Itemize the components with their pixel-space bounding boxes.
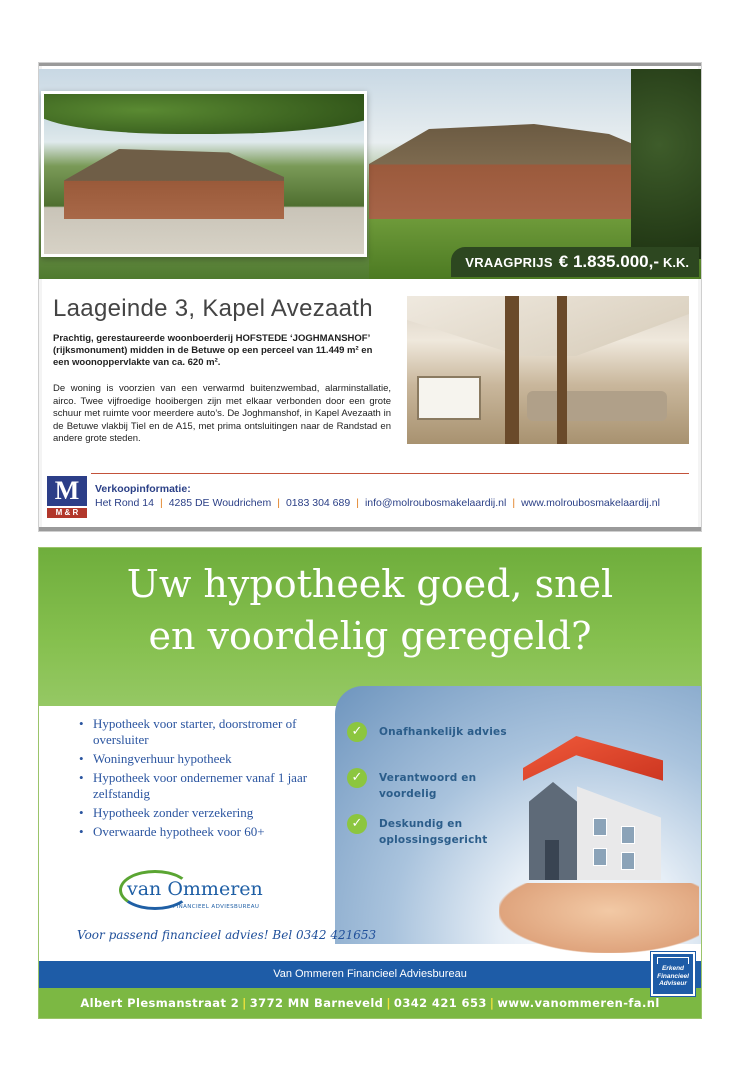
- benefit-text: Verantwoord en voordelig: [379, 772, 477, 800]
- headline-banner: [39, 548, 701, 706]
- farmhouse-side-view: [64, 149, 284, 219]
- footer-phone[interactable]: 0342 421 653: [393, 996, 487, 1010]
- house-wall-right: [577, 776, 661, 880]
- badge-line: Adviseur: [659, 980, 687, 987]
- bottom-border: [39, 527, 701, 531]
- van-ommeren-logo: [119, 866, 269, 916]
- benefit-list: [347, 720, 527, 858]
- headline-line-1: Uw hypotheek goed, snel: [126, 562, 614, 606]
- benefit-item: [347, 720, 527, 766]
- interior-sofa: [527, 391, 667, 421]
- interior-ceiling: [407, 296, 689, 356]
- house-window: [593, 818, 607, 836]
- price-amount: € 1.835.000,-: [558, 252, 659, 271]
- property-description: De woning is voorzien van een verwarmd buitenzwembad, alarminstallatie, airco. Twee vijfroedige hooibergen zijn met elkaar verbonden door een grote schuur met ruimte voor meerdere auto’s. De Joghmanshof, in Kapel Avezaath in de Betuwe vlakbij Tiel en de A15, met prima ontsluitingen naar de Randstad en andere grote steden.: [53, 383, 391, 445]
- tree-canopy: [41, 91, 367, 134]
- property-title: Laageinde 3, Kapel Avezaath: [53, 295, 373, 322]
- list-item: • Overwaarde hypotheek voor 60+: [79, 824, 329, 840]
- wooden-beam: [505, 296, 519, 444]
- mr-logo: [47, 474, 87, 520]
- footer-bar: [39, 988, 701, 1018]
- house-window: [621, 826, 635, 844]
- footer-street: Albert Plesmanstraat 2: [80, 996, 240, 1010]
- badge-line: Financieel: [657, 972, 689, 980]
- mortgage-list: [79, 716, 329, 843]
- house-illustration: [523, 736, 663, 896]
- farmhouse-building: [369, 124, 669, 224]
- interior-window: [417, 376, 481, 420]
- mr-logo-mark: M: [47, 476, 87, 506]
- contact-title: Verkoopinformatie:: [95, 483, 191, 495]
- property-lead: Prachtig, gerestaureerde woonboerderij HOFSTEDE ‘JOGHMANSHOF’ (rijksmonument) midden in de Betuwe op een perceel van 11.449 m² en een woonoppervlakte van ca. 620 m².: [53, 333, 373, 368]
- footer-contact: Albert Plesmanstraat 2 | 3772 MN Barneveld | 0342 421 653 | www.vanommeren-fa.nl: [80, 996, 660, 1010]
- benefit-item: [347, 812, 527, 858]
- mr-logo-sub: M & R: [47, 508, 87, 518]
- contact-line: Het Rond 14 | 4285 DE Woudrichem | 0183 304 689 | info@molroubosmakelaardij.nl | www.molroubosmakelaardij.nl: [95, 497, 660, 509]
- list-item: • Woningverhuur hypotheek: [79, 751, 329, 767]
- house-window: [593, 848, 607, 866]
- company-bar: [39, 961, 701, 988]
- badge-line: Erkend: [661, 965, 685, 972]
- contact-address: Het Rond 14: [95, 497, 154, 509]
- wooden-beam: [557, 296, 567, 444]
- list-item: • Hypotheek zonder verzekering: [79, 805, 329, 821]
- erkend-adviseur-badge: [651, 952, 695, 996]
- house-window: [621, 852, 635, 870]
- checkmark-icon: ✓: [347, 722, 367, 742]
- interior-photo: [407, 296, 689, 444]
- trees: [631, 69, 701, 259]
- property-ad: [38, 62, 702, 532]
- logo-name: van Ommeren: [127, 878, 263, 900]
- benefit-text: Onafhankelijk advies: [379, 726, 507, 738]
- divider: [91, 473, 689, 474]
- price-suffix: K.K.: [663, 254, 689, 270]
- footer-website[interactable]: www.vanommeren-fa.nl: [497, 996, 660, 1010]
- headline: [39, 558, 701, 662]
- logo-tagline: FINANCIEEL ADVIESBUREAU: [173, 904, 260, 910]
- house-door: [545, 840, 559, 880]
- headline-line-2: en voordelig geregeld?: [148, 614, 592, 658]
- price-tag: [451, 247, 699, 277]
- price-label: VRAAGPRIJS: [465, 254, 553, 270]
- top-border: [39, 63, 701, 66]
- benefit-text: Deskundig en oplossingsgericht: [379, 818, 488, 846]
- farmhouse-inset-photo: [41, 91, 367, 257]
- mortgage-ad: [38, 547, 702, 1019]
- checkmark-icon: ✓: [347, 768, 367, 788]
- list-item: • Hypotheek voor ondernemer vanaf 1 jaar zelfstandig: [79, 770, 329, 802]
- contact-phone[interactable]: 0183 304 689: [285, 497, 351, 509]
- benefit-item: [347, 766, 527, 812]
- contact-city: 4285 DE Woudrichem: [168, 497, 272, 509]
- slogan: Voor passend financieel advies! Bel 0342 421653: [77, 928, 377, 942]
- contact-email[interactable]: info@molroubosmakelaardij.nl: [364, 497, 507, 509]
- list-item: • Hypotheek voor starter, doorstromer of oversluiter: [79, 716, 329, 748]
- checkmark-icon: ✓: [347, 814, 367, 834]
- contact-website[interactable]: www.molroubosmakelaardij.nl: [521, 497, 660, 509]
- company-name: Van Ommeren Financieel Adviesbureau: [273, 968, 467, 980]
- badge-roof-icon: [657, 957, 689, 964]
- footer-city: 3772 MN Barneveld: [249, 996, 384, 1010]
